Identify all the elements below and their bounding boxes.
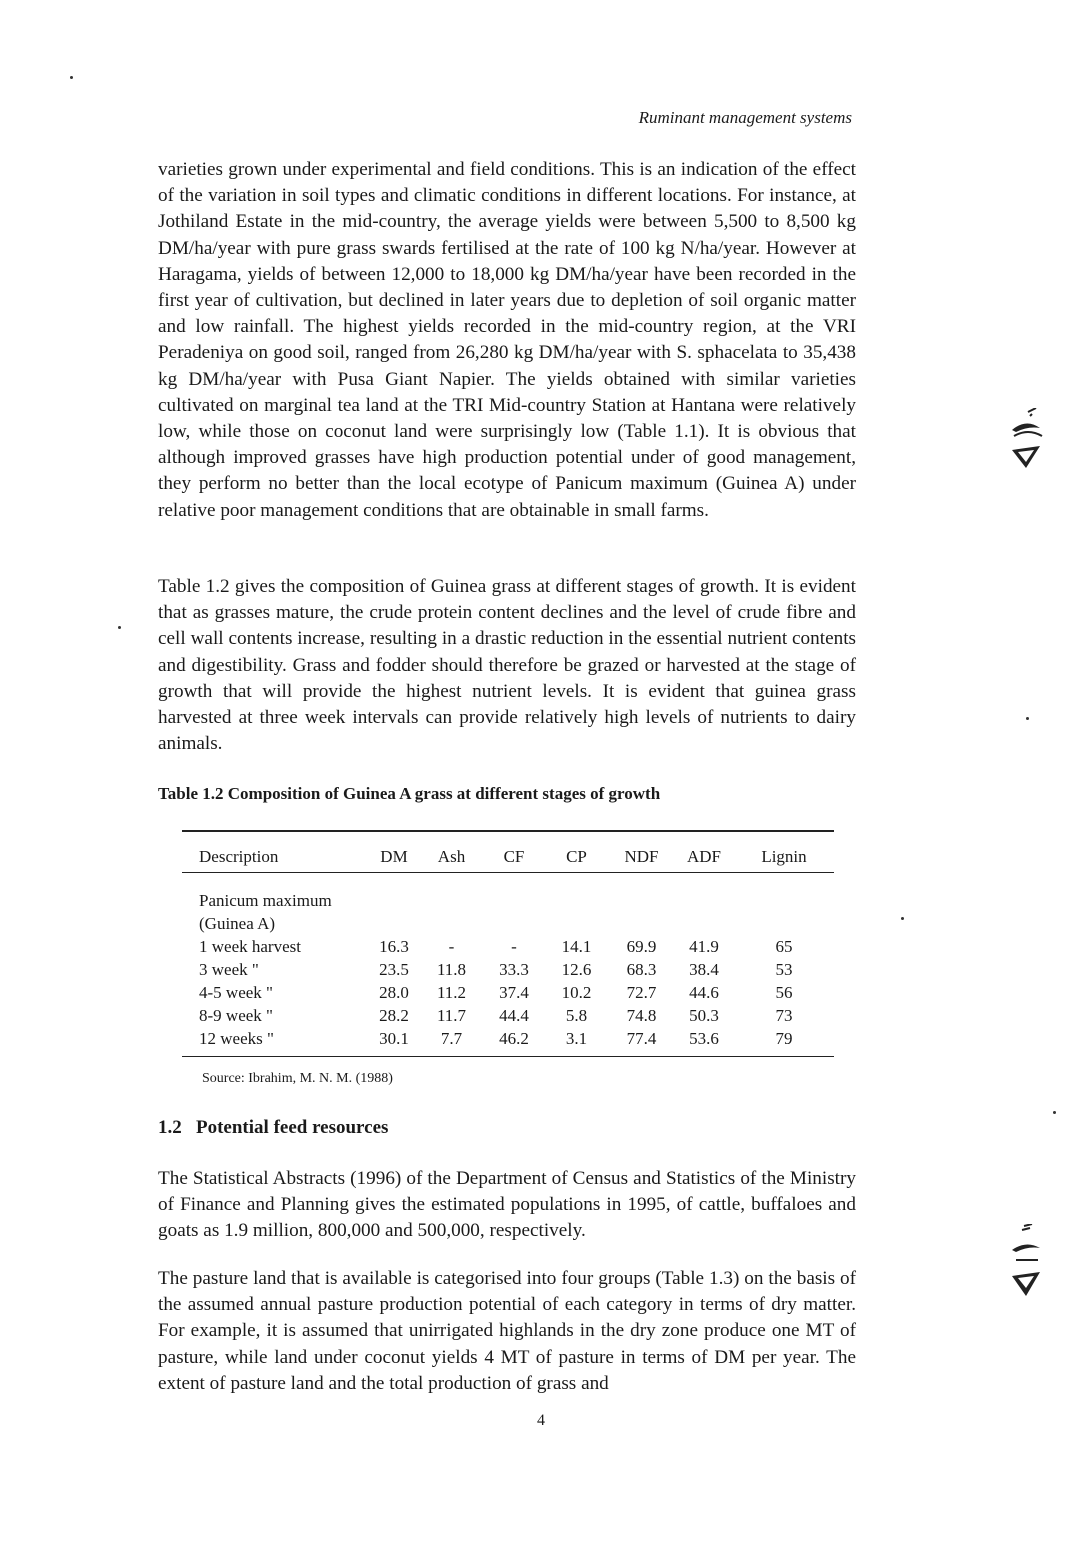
col-header: CF <box>503 847 525 866</box>
col-header: Ash <box>437 847 466 866</box>
scan-speck <box>901 917 904 920</box>
table-row <box>182 912 834 935</box>
table-cell: 28.2 <box>379 1006 409 1025</box>
table-cell: 53.6 <box>689 1029 719 1048</box>
page-number: 4 <box>537 1412 545 1429</box>
table-row <box>182 958 834 981</box>
table-row <box>182 1004 834 1027</box>
paragraph-populations: The Statistical Abstracts (1996) of the Department of Census and Statistics of the Ministry of Finance and Planning gives the estimated populations in 1995, of cattle, buffaloes and goats as 1.9 million, 800,000 and 500,000, respectively. <box>158 1168 856 1242</box>
section-title: Potential feed resources <box>196 1117 389 1138</box>
table-cell: 3 week " <box>199 960 259 979</box>
table-cell: 30.1 <box>379 1029 409 1048</box>
table-cell: 79 <box>775 1029 793 1048</box>
table-cell: 16.3 <box>379 937 409 956</box>
table-cell: 23.5 <box>379 960 409 979</box>
table-cell: 11.2 <box>436 983 467 1002</box>
table-cell: 38.4 <box>689 960 719 979</box>
table-row <box>182 873 834 913</box>
table-cell: 74.8 <box>626 1006 657 1025</box>
table-cell: 4-5 week " <box>199 983 273 1002</box>
running-head: Ruminant management systems <box>638 108 852 127</box>
table-cell: 50.3 <box>689 1006 719 1025</box>
col-header: DM <box>380 847 408 866</box>
group-label: Panicum maximum <box>199 891 332 910</box>
table-cell: 65 <box>775 937 793 956</box>
paragraph-yields: varieties grown under experimental and field conditions. This is an indication of the effect of the variation in soil types and climatic conditions in different locations. For instance, at Jothiland Estate in the mid-country, the average yields were between 5,500 to 8,500 kg DM/ha/year with pure grass swards fertilised at the rate of 100 kg N/ha/year. However at Haragama, yields of between 12,000 to 18,000 kg DM/ha/year have been recorded in the first year of cultivation, but declined in later years due to depletion of soil organic matter and low rainfall. The highest yields recorded in the mid-country region, at the VRI Peradeniya on good soil, ranged from 26,280 kg DM/ha/year with S. sphacelata to 35,438 kg DM/ha/year with Pusa Giant Napier. The yields obtained with similar varieties cultivated on marginal tea land at the TRI Mid-country Station at Hantana were relatively low, while those on coconut land were surprisingly low (Table 1.1). It is obvious that although improved grasses have high production potential under of good management, they perform no better than the local ecotype of Panicum maximum (Guinea A) under relative poor management conditions that are obtainable in small farms. <box>158 159 856 521</box>
table-cell: 8-9 week " <box>199 1006 273 1025</box>
table-cell: 3.1 <box>565 1029 588 1048</box>
margin-stamp-icon <box>1006 1224 1046 1300</box>
margin-stamp-icon <box>1006 408 1046 474</box>
composition-table <box>182 830 834 1057</box>
table-cell: 44.4 <box>499 1006 529 1025</box>
table-cell: 14.1 <box>561 937 592 956</box>
table-cell: 33.3 <box>499 960 529 979</box>
table-cell: 56 <box>775 983 793 1002</box>
table-cell: 12 weeks " <box>199 1029 274 1048</box>
scan-speck <box>70 76 73 79</box>
col-header: NDF <box>624 847 659 866</box>
scan-speck <box>118 626 121 629</box>
scan-speck <box>1053 1111 1056 1114</box>
table-cell: - <box>448 937 455 956</box>
table-cell: 73 <box>775 1006 793 1025</box>
paragraph-composition: Table 1.2 gives the composition of Guinea grass at different stages of growth. It is evident that as grasses mature, the crude protein content declines and the level of crude fibre and cell wall contents increase, resulting in a drastic reduction in the essential nutrient contents and digestibility. Grass and fodder should therefore be grazed or harvested at the stage of growth that will provide the highest nutrient levels. It is evident that guinea grass harvested at three week intervals can provide relatively high levels of nutrients to dairy animals. <box>158 576 856 755</box>
table-cell: 28.0 <box>379 983 409 1002</box>
table-cell: 12.6 <box>561 960 592 979</box>
table-cell: 53 <box>775 960 793 979</box>
paragraph-pasture-land: The pasture land that is available is categorised into four groups (Table 1.3) on the basis of the assumed annual pasture production potential of each category in terms of dry matter. For example, it is assumed that unirrigated highlands in the dry zone produce one MT of pasture, while land under coconut yields 4 MT of pasture in terms of DM per year. The extent of pasture land and the total production of grass and <box>158 1268 856 1394</box>
table-row <box>182 1027 834 1057</box>
col-header: Lignin <box>761 847 807 866</box>
table-cell: 11.8 <box>436 960 467 979</box>
section-number: 1.2 <box>158 1117 182 1138</box>
table-cell: 5.8 <box>565 1006 588 1025</box>
col-header: Description <box>199 847 279 866</box>
scan-speck <box>1026 717 1029 720</box>
table-row <box>182 981 834 1004</box>
table-cell: 72.7 <box>626 983 657 1002</box>
table-cell: 10.2 <box>561 983 592 1002</box>
table-cell: 11.7 <box>436 1006 467 1025</box>
table-cell: 41.9 <box>689 937 719 956</box>
table-caption: Table 1.2 Composition of Guinea A grass at different stages of growth <box>158 784 661 803</box>
table-cell: 46.2 <box>499 1029 529 1048</box>
table-row <box>182 935 834 958</box>
table-source: Source: Ibrahim, M. N. M. (1988) <box>202 1071 393 1086</box>
table-cell: 37.4 <box>499 983 529 1002</box>
col-header: ADF <box>686 847 721 866</box>
table-cell: 44.6 <box>689 983 719 1002</box>
table-cell: 69.9 <box>626 937 657 956</box>
group-label: (Guinea A) <box>199 914 276 933</box>
table-cell: 77.4 <box>626 1029 657 1048</box>
table-cell: - <box>511 937 517 956</box>
table-header-row <box>182 831 834 873</box>
section-heading <box>158 1117 388 1139</box>
table-cell: 7.7 <box>440 1029 463 1048</box>
table-cell: 68.3 <box>626 960 657 979</box>
table-cell: 1 week harvest <box>199 937 301 956</box>
col-header: CP <box>566 847 587 866</box>
